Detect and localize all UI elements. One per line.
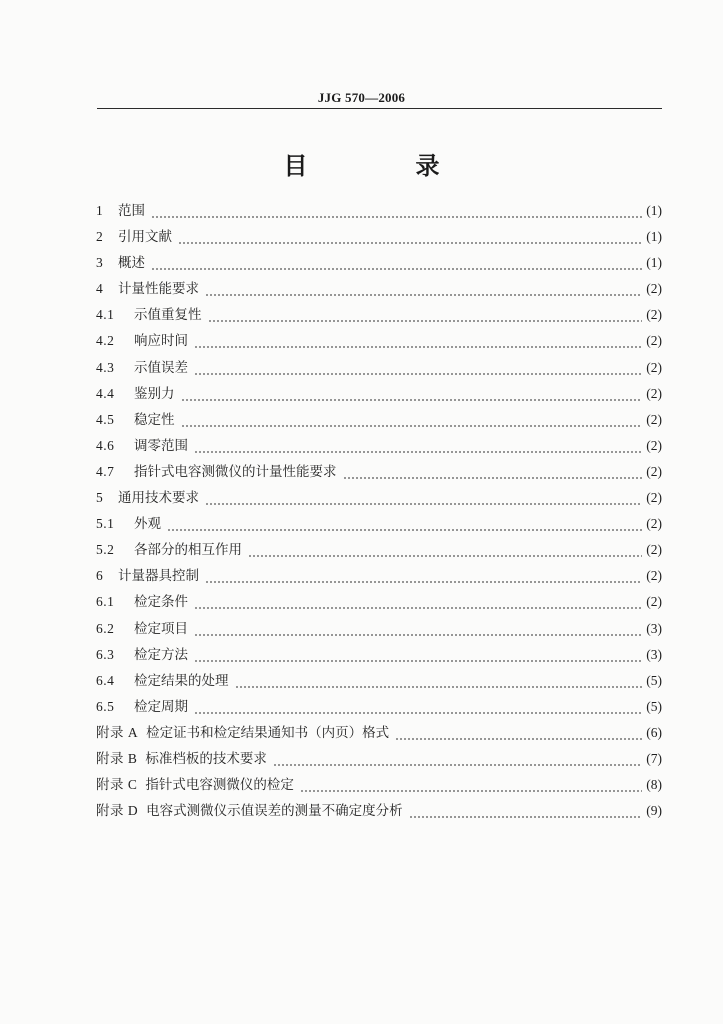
toc-dot-leader: [205, 563, 642, 589]
toc-entry-page-number: (2): [646, 437, 662, 453]
toc-entry[interactable]: [96, 276, 662, 302]
toc-entry-number: 4.5: [96, 411, 115, 427]
toc-entry-title: 概述: [118, 255, 145, 272]
toc-entry-number: 4.4: [96, 385, 115, 401]
toc-entry-page-number: (8): [646, 777, 662, 793]
toc-entry-number: 3: [96, 255, 104, 271]
toc-dot-leader: [208, 302, 643, 328]
toc-dot-leader: [205, 276, 642, 302]
toc-title: 目 录: [283, 152, 482, 180]
toc-entry-page-number: (3): [646, 646, 662, 662]
toc-entry-title: 稳定性: [134, 411, 175, 428]
toc-dot-leader: [167, 511, 642, 537]
toc-entry-page-number: (2): [646, 594, 662, 610]
toc-dot-leader: [194, 616, 642, 642]
toc-entry-title: 各部分的相互作用: [134, 542, 242, 559]
toc-entry-page-number: (7): [646, 750, 662, 766]
toc-entry[interactable]: [96, 355, 662, 381]
toc-dot-leader: [343, 459, 643, 485]
toc-entry-number: 4: [96, 281, 104, 297]
toc-entry-page-number: (1): [646, 203, 662, 218]
toc-dot-leader: [194, 355, 642, 381]
toc-dot-leader: [151, 198, 642, 224]
table-of-contents: [96, 198, 662, 824]
toc-entry-title: 检定条件: [134, 594, 188, 611]
toc-entry-number: 6.5: [96, 698, 115, 714]
toc-dot-leader: [235, 668, 643, 694]
toc-entry[interactable]: [96, 433, 662, 459]
toc-entry[interactable]: [96, 328, 662, 354]
header-rule: [97, 108, 662, 109]
toc-entry[interactable]: [96, 668, 662, 694]
toc-entry[interactable]: [96, 642, 662, 668]
toc-entry[interactable]: [96, 250, 662, 276]
toc-entry-number: 4.6: [96, 437, 115, 453]
toc-entry-title: 检定项目: [134, 620, 188, 637]
toc-entry-page-number: (6): [646, 724, 662, 740]
toc-entry-number: 5.2: [96, 542, 115, 558]
toc-entry[interactable]: [96, 746, 662, 772]
toc-entry-title: 计量性能要求: [118, 281, 199, 298]
toc-entry-number: 附录 A: [96, 724, 139, 740]
toc-dot-leader: [194, 589, 642, 615]
toc-entry[interactable]: [96, 224, 662, 250]
toc-entry-title: 检定方法: [134, 646, 188, 663]
toc-entry-number: 附录 D: [96, 803, 139, 819]
toc-entry-page-number: (9): [646, 803, 662, 819]
toc-entry[interactable]: [96, 616, 662, 642]
toc-dot-leader: [395, 720, 642, 746]
toc-dot-leader: [248, 537, 642, 563]
toc-entry[interactable]: [96, 459, 662, 485]
toc-entry-title: 响应时间: [134, 333, 188, 350]
toc-entry-title: 标准档板的技术要求: [145, 750, 267, 767]
toc-entry-title: 计量器具控制: [118, 568, 199, 585]
toc-entry[interactable]: [96, 694, 662, 720]
toc-dot-leader: [181, 407, 643, 433]
toc-entry-page-number: (2): [646, 463, 662, 479]
toc-entry-title: 检定结果的处理: [134, 672, 229, 689]
toc-entry-page-number: (2): [646, 359, 662, 375]
toc-entry-title: 示值重复性: [134, 307, 202, 324]
toc-entry-page-number: (2): [646, 307, 662, 323]
toc-entry-page-number: (2): [646, 281, 662, 297]
toc-dot-leader: [194, 694, 642, 720]
toc-entry-page-number: (2): [646, 333, 662, 349]
toc-dot-leader: [151, 250, 642, 276]
toc-entry-title: 指针式电容测微仪的检定: [145, 777, 294, 794]
toc-entry-page-number: (1): [646, 255, 662, 271]
toc-entry-title: 示值误差: [134, 359, 188, 376]
toc-entry-page-number: (2): [646, 542, 662, 558]
toc-entry[interactable]: [96, 198, 662, 224]
toc-dot-leader: [409, 798, 643, 824]
toc-entry-page-number: (2): [646, 385, 662, 401]
toc-entry-page-number: (5): [646, 698, 662, 714]
toc-entry-page-number: (2): [646, 411, 662, 427]
toc-entry-title: 检定证书和检定结果通知书（内页）格式: [146, 724, 390, 741]
toc-entry-page-number: (2): [646, 490, 662, 506]
toc-entry[interactable]: [96, 772, 662, 798]
toc-entry-number: 附录 C: [96, 777, 138, 793]
toc-dot-leader: [273, 746, 642, 772]
toc-entry-title: 外观: [134, 516, 161, 533]
toc-entry-title: 鉴别力: [134, 385, 175, 402]
toc-entry-number: 4.2: [96, 333, 115, 349]
toc-entry-number: 4.3: [96, 359, 115, 375]
toc-entry-number: 4.7: [96, 463, 115, 479]
toc-entry[interactable]: [96, 720, 662, 746]
toc-entry-page-number: (5): [646, 672, 662, 688]
toc-entry-title: 通用技术要求: [118, 490, 199, 507]
toc-entry[interactable]: [96, 302, 662, 328]
toc-entry[interactable]: [96, 485, 662, 511]
toc-dot-leader: [194, 642, 642, 668]
toc-entry-title: 引用文献: [118, 229, 172, 246]
toc-entry-title: 电容式测微仪示值误差的测量不确定度分析: [146, 803, 403, 820]
toc-entry-title: 调零范围: [134, 437, 188, 454]
toc-dot-leader: [178, 224, 642, 250]
toc-entry-number: 5: [96, 490, 104, 506]
toc-entry[interactable]: [96, 589, 662, 615]
toc-entry-page-number: (2): [646, 516, 662, 532]
toc-entry-title: 指针式电容测微仪的计量性能要求: [134, 463, 337, 480]
toc-entry-page-number: (3): [646, 620, 662, 636]
toc-dot-leader: [194, 433, 642, 459]
toc-entry-number: 6.1: [96, 594, 115, 610]
toc-dot-leader: [194, 328, 642, 354]
toc-entry-title: 检定周期: [134, 698, 188, 715]
document-code-header: JJG 570—2006: [317, 90, 406, 105]
toc-entry-page-number: (1): [646, 229, 662, 245]
toc-entry[interactable]: [96, 381, 662, 407]
toc-entry-number: 5.1: [96, 516, 115, 532]
toc-entry[interactable]: [96, 511, 662, 537]
toc-entry-number: 1: [96, 203, 104, 218]
toc-entry-page-number: (2): [646, 568, 662, 584]
toc-dot-leader: [205, 485, 642, 511]
toc-entry-number: 6.4: [96, 672, 115, 688]
toc-entry-number: 6.3: [96, 646, 115, 662]
toc-entry-number: 4.1: [96, 307, 115, 323]
toc-entry[interactable]: [96, 563, 662, 589]
toc-entry-number: 6.2: [96, 620, 115, 636]
toc-entry[interactable]: [96, 407, 662, 433]
toc-entry-title: 范围: [118, 203, 145, 219]
toc-entry[interactable]: [96, 798, 662, 824]
toc-dot-leader: [300, 772, 642, 798]
toc-entry-number: 2: [96, 229, 104, 245]
toc-dot-leader: [181, 381, 643, 407]
toc-entry-number: 6: [96, 568, 104, 584]
toc-entry-number: 附录 B: [96, 750, 138, 766]
toc-entry[interactable]: [96, 537, 662, 563]
